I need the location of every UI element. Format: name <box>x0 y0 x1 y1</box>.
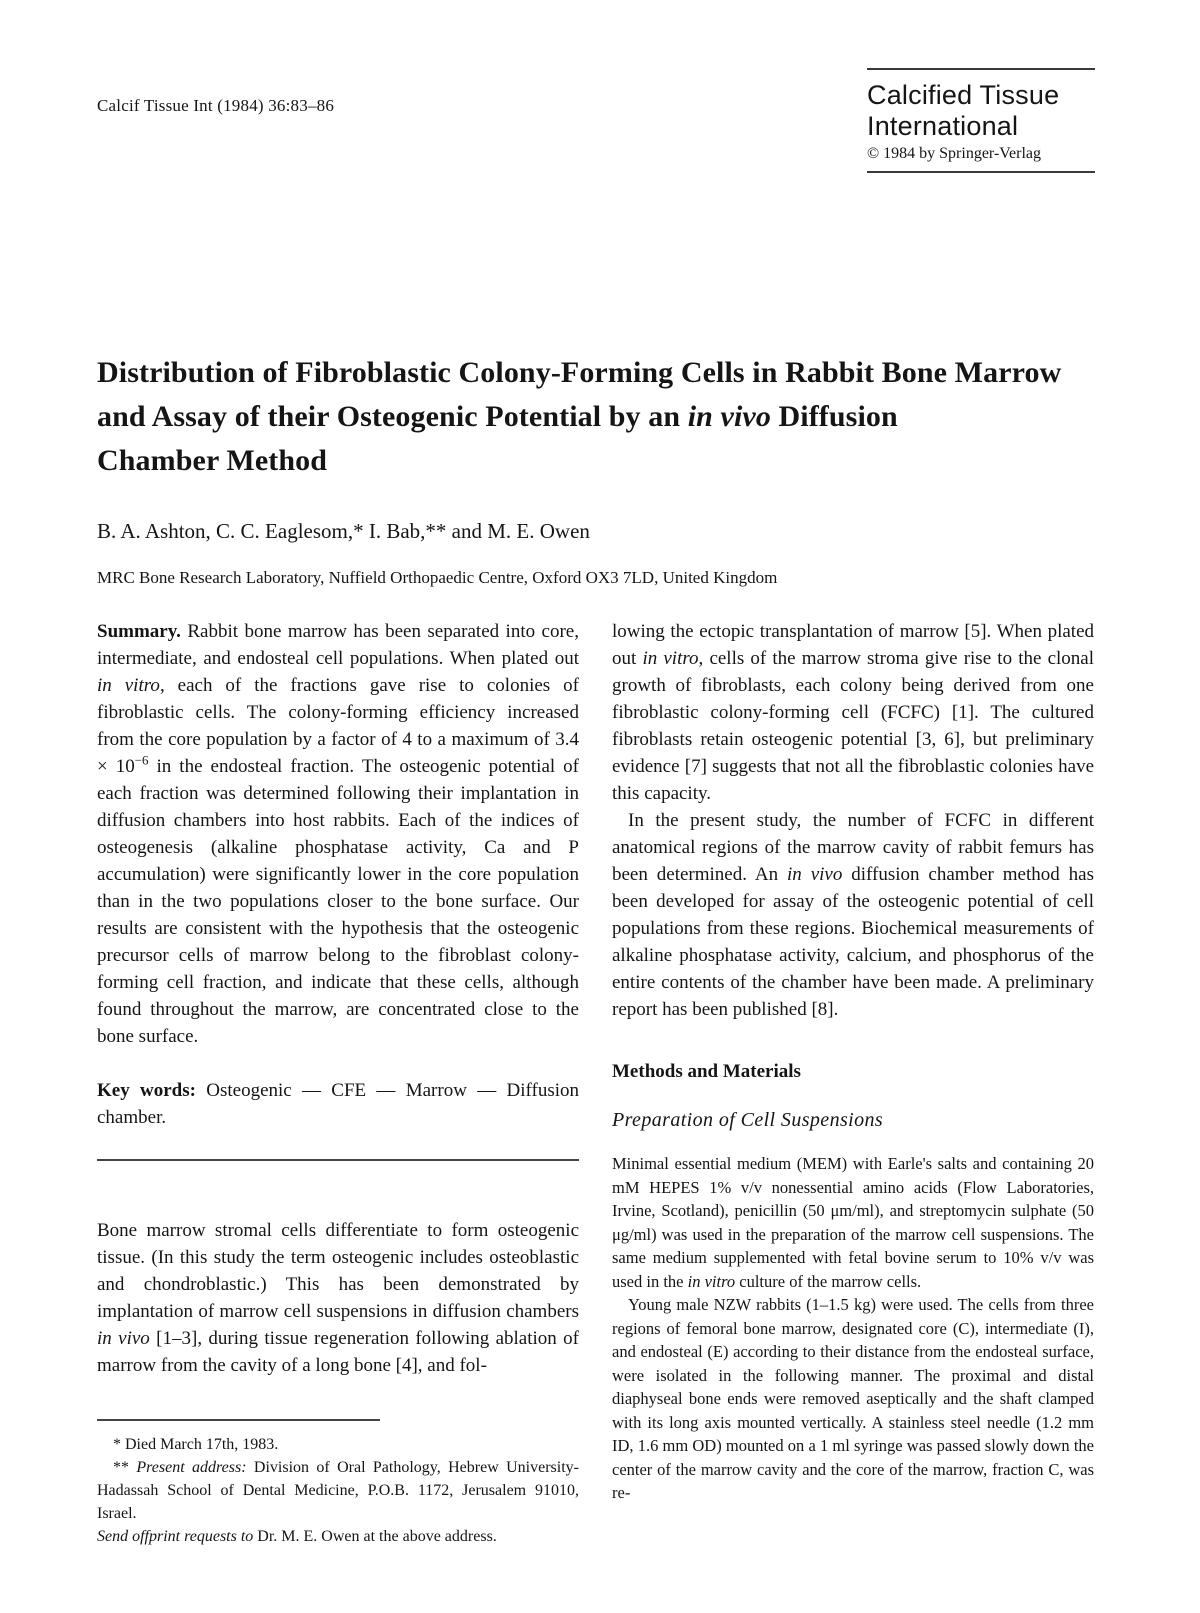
preparation-subheading: Preparation of Cell Suspensions <box>612 1109 884 1131</box>
left-column <box>97 618 579 1548</box>
authors-line: B. A. Ashton, C. C. Eaglesom,* I. Bab,** and M. E. Owen <box>97 519 590 543</box>
footnotes-block <box>97 1433 579 1548</box>
footnote-rule <box>97 1419 380 1421</box>
intro-paragraph: Bone marrow stromal cells differentiate to form osteogenic tissue. (In this study the term osteogenic includes osteoblastic and chondroblastic.) This has been demonstrated by implantation of marrow cell suspensions in diffusion chambers in vivo [1–3], during tissue regeneration following ablation of marrow from the cavity of a long bone [4], and fol- <box>97 1220 579 1376</box>
right-column <box>612 618 1094 1548</box>
body-columns <box>97 618 1095 1548</box>
masthead-bottom-rule <box>867 171 1095 173</box>
paper-title-line-1: Distribution of Fibroblastic Colony-Forming Cells in Rabbit Bone Marrow <box>97 356 1062 389</box>
affiliation-line: MRC Bone Research Laboratory, Nuffield Orthopaedic Centre, Oxford OX3 7LD, United Kingdom <box>97 568 778 587</box>
methods-paragraph-1: Minimal essential medium (MEM) with Earle's salts and containing 20 mM HEPES 1% v/v nonessential amino acids (Flow Laboratories, Irvine, Scotland), penicillin (50 μm/ml), and streptomycin sulphate (50 μg/ml) was used in the preparation of the marrow cell suspensions. The same medium supplemented with fetal bovine serum to 10% v/v was used in the in vitro culture of the marrow cells. <box>612 1154 1094 1291</box>
journal-name-line1: Calcified Tissue <box>867 80 1060 110</box>
methods-heading: Methods and Materials <box>612 1061 801 1082</box>
keywords-paragraph: Key words: Osteogenic — CFE — Marrow — Diffusion chamber. <box>97 1080 579 1128</box>
journal-masthead <box>867 68 1095 173</box>
paper-title <box>97 351 1095 483</box>
footnote-died: * Died March 17th, 1983. <box>113 1436 279 1453</box>
present-study-paragraph: In the present study, the number of FCFC in different anatomical regions of the marrow cavity of rabbit femurs has been determined. An in vivo diffusion chamber method has been developed for assay of the osteogenic potential of cell populations from these regions. Biochemical measurements of alkaline phosphatase activity, calcium, and phosphorus of the entire contents of the chamber have been made. A preliminary report has been published [8]. <box>612 810 1094 1020</box>
intro-continued-paragraph: lowing the ectopic transplantation of marrow [5]. When plated out in vitro, cells of the marrow stroma give rise to the clonal growth of fibroblasts, each colony being derived from one fibroblastic colony-forming cell (FCFC) [1]. The cultured fibroblasts retain osteogenic potential [3, 6], but preliminary evidence [7] suggests that not all the fibroblastic colonies have this capacity. <box>612 621 1094 804</box>
footnote-offprint-requests: Send offprint requests to Dr. M. E. Owen at the above address. <box>97 1528 497 1545</box>
paper-title-line-3: Chamber Method <box>97 444 328 477</box>
summary-paragraph: Summary. Rabbit bone marrow has been separated into core, intermediate, and endosteal cell populations. When plated out in vitro, each of the fractions gave rise to colonies of fibroblastic cells. The colony-forming efficiency increased from the core population by a factor of 4 to a maximum of $3.4 \times 10^{-6}$ in the endosteal fraction. The osteogenic potential of each fraction was determined following their implantation in diffusion chambers into host rabbits. Each of the indices of osteogenesis (alkaline phosphatase activity, Ca and P accumulation) were significantly lower in the core population than in the two populations closer to the bone surface. Our results are consistent with the hypothesis that the osteogenic precursor cells of marrow belong to the fibroblast colony-forming cell fraction, and indicate that these cells, although found throughout the marrow, are concentrated close to the bone surface. <box>97 621 580 1047</box>
footnote-present-address: ** Present address: Division of Oral Pathology, Hebrew University-Hadassah School of Dental Medicine, P.O.B. 1172, Jerusalem 91010, Israel. <box>97 1459 580 1522</box>
methods-paragraph-2: Young male NZW rabbits (1–1.5 kg) were used. The cells from three regions of femoral bone marrow, designated core (C), intermediate (I), and endosteal (E) according to their distance from the endosteal surface, were isolated in the following manner. The proximal and distal diaphyseal bone ends were removed aseptically and the shaft clamped with its long axis mounted vertically. A stainless steel needle (1.2 mm ID, 1.6 mm OD) mounted on a 1 ml syringe was passed slowly down the center of the marrow cavity and the core of the marrow, fraction C, was re- <box>612 1295 1094 1502</box>
journal-copyright: © 1984 by Springer-Verlag <box>867 145 1042 162</box>
masthead-top-rule <box>867 68 1095 70</box>
paper-title-line-2: and Assay of their Osteogenic Potential by an in vivo Diffusion <box>97 400 898 433</box>
journal-header <box>97 0 1095 173</box>
section-divider-rule <box>97 1159 579 1161</box>
journal-name-line2: International <box>867 111 1019 141</box>
journal-citation: Calcif Tissue Int (1984) 36:83–86 <box>97 96 335 115</box>
